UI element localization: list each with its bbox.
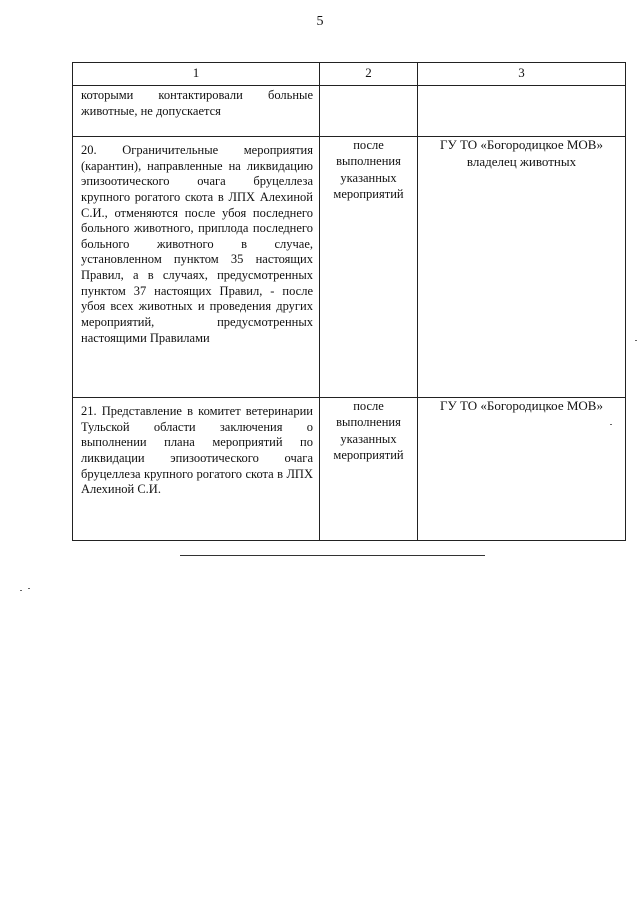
deadline-cell — [320, 86, 418, 137]
responsible-cell — [418, 86, 626, 137]
measure-description: 21. Представление в комитет ветеринарии Тульской области заключения о выполнении плана мероприятий по ликвидации эпизоотического очага бруцеллеза крупного рогатого скота в ЛПХ Алехиной С.И. — [73, 398, 320, 541]
scan-speck — [635, 340, 637, 341]
deadline-cell: после выполнения указанных мероприятий — [320, 398, 418, 541]
table-row — [73, 398, 626, 541]
closing-rule-line — [180, 555, 485, 556]
column-header-2: 2 — [320, 63, 418, 86]
measures-table — [72, 62, 626, 541]
measure-description: которыми контактировали больные животные, не допускается — [73, 86, 320, 137]
responsible-cell: ГУ ТО «Богородицкое МОВ» — [418, 398, 626, 541]
measure-description: 20. Ограничительные мероприятия (карантин), направленные на ликвидацию эпизоотического очага бруцеллеза крупного рогатого скота в ЛПХ Алехиной С.И., отменяются после убоя последнего больного животного, приплода последнего больного животного в случае, установленном пунктом 35 настоящих Правил, а в случаях, предусмотренных пунктом 37 настоящих Правил, - после убоя всех животных и проведения других мероприятий, предусмотренных настоящими Правилами — [73, 137, 320, 398]
deadline-cell: после выполнения указанных мероприятий — [320, 137, 418, 398]
scan-speck — [20, 590, 22, 591]
table-row — [73, 137, 626, 398]
column-header-1: 1 — [73, 63, 320, 86]
page-number: 5 — [316, 14, 324, 29]
column-header-3: 3 — [418, 63, 626, 86]
responsible-cell: ГУ ТО «Богородицкое МОВ» владелец животных — [418, 137, 626, 398]
table-row — [73, 86, 626, 137]
scan-speck — [28, 588, 30, 589]
table-header-row — [73, 63, 626, 86]
scan-speck — [610, 424, 612, 425]
